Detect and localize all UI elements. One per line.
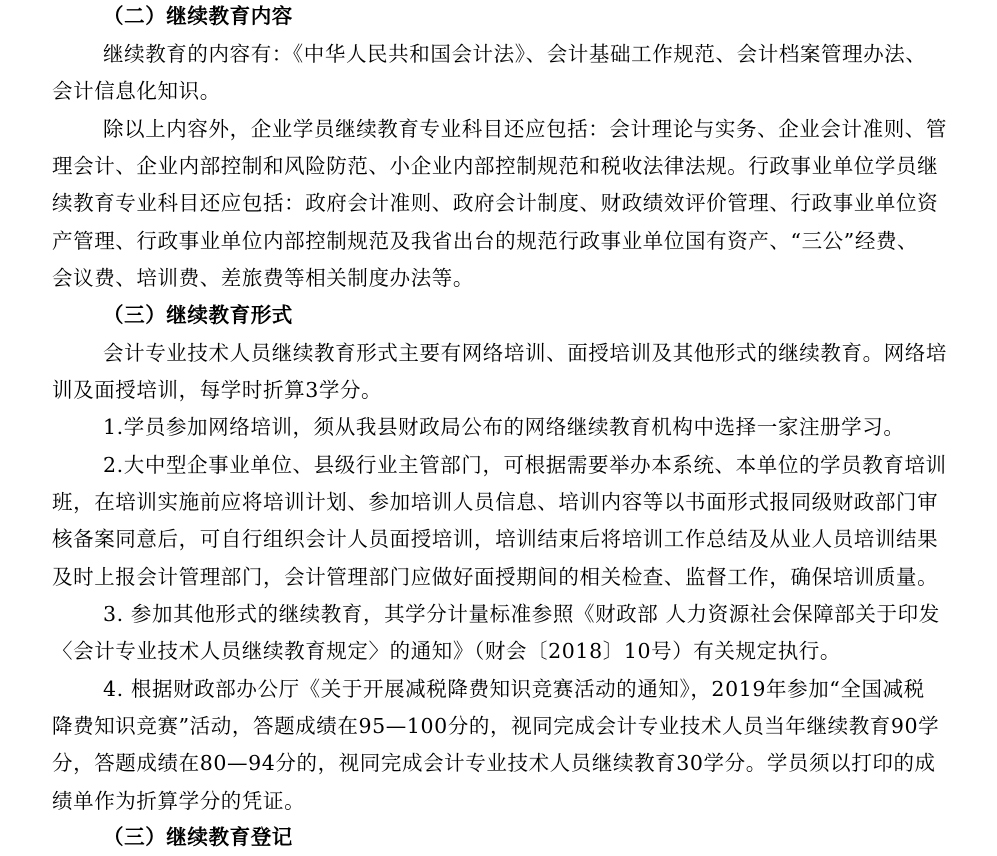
- paragraph-form-line: 会计专业技术人员继续教育形式主要有网络培训、面授培训及其他形式的继续教育。网络培: [103, 341, 947, 365]
- paragraph-subjects-line: 会议费、培训费、差旅费等相关制度办法等。: [52, 266, 474, 290]
- paragraph-subjects-line: 除以上内容外，企业学员继续教育专业科目还应包括：会计理论与实务、企业会计准则、管: [103, 117, 947, 141]
- paragraph-content-line: 继续教育的内容有：《中华人民共和国会计法》、会计基础工作规范、会计档案管理办法、: [103, 42, 927, 66]
- list-item-4-line: 降费知识竞赛”活动，答题成绩在95—100分的，视同完成会计专业技术人员当年继续教育90学: [52, 714, 940, 738]
- paragraph-subjects-line: 续教育专业科目还应包括：政府会计准则、政府会计制度、财政绩效评价管理、行政事业单位资: [52, 191, 939, 215]
- list-item-4-line: 绩单作为折算学分的凭证。: [52, 789, 306, 813]
- list-item-1: 1.学员参加网络培训，须从我县财政局公布的网络继续教育机构中选择一家注册学习。: [103, 415, 905, 439]
- list-item-3-line: 〈会计专业技术人员继续教育规定〉的通知》（财会〔2018〕10号）有关规定执行。: [52, 639, 842, 663]
- heading-continuing-education-form: （三）继续教育形式: [103, 303, 293, 327]
- heading-continuing-education-content: （二）继续教育内容: [103, 4, 293, 28]
- list-item-3-line: 3. 参加其他形式的继续教育，其学分计量标准参照《财政部 人力资源社会保障部关于印发: [103, 602, 940, 626]
- paragraph-subjects-line: 产管理、行政事业单位内部控制规范及我省出台的规范行政事业单位国有资产、“三公”经费、: [52, 229, 919, 253]
- list-item-2-line: 班，在培训实施前应将培训计划、参加培训人员信息、培训内容等以书面形式报同级财政部门审: [52, 490, 939, 514]
- paragraph-content-line: 会计信息化知识。: [52, 79, 221, 103]
- list-item-2-line: 2.大中型企事业单位、县级行业主管部门，可根据需要举办本系统、本单位的学员教育培训: [103, 453, 947, 477]
- heading-continuing-education-registration: （三）继续教育登记: [103, 825, 293, 849]
- list-item-2-line: 核备案同意后，可自行组织会计人员面授培训，培训结束后将培训工作总结及从业人员培训结果: [52, 527, 939, 551]
- paragraph-subjects-line: 理会计、企业内部控制和风险防范、小企业内部控制规范和税收法律法规。行政事业单位学员继: [52, 154, 939, 178]
- list-item-2-line: 及时上报会计管理部门，会计管理部门应做好面授期间的相关检查、监督工作，确保培训质量。: [52, 565, 939, 589]
- list-item-4-line: 分，答题成绩在80—94分的，视同完成会计专业技术人员继续教育30学分。学员须以打印的成: [52, 751, 936, 775]
- paragraph-form-line: 训及面授培训，每学时折算3学分。: [52, 378, 383, 402]
- list-item-4-line: 4. 根据财政部办公厅《关于开展减税降费知识竞赛活动的通知》，2019年参加“全国减税: [103, 677, 925, 701]
